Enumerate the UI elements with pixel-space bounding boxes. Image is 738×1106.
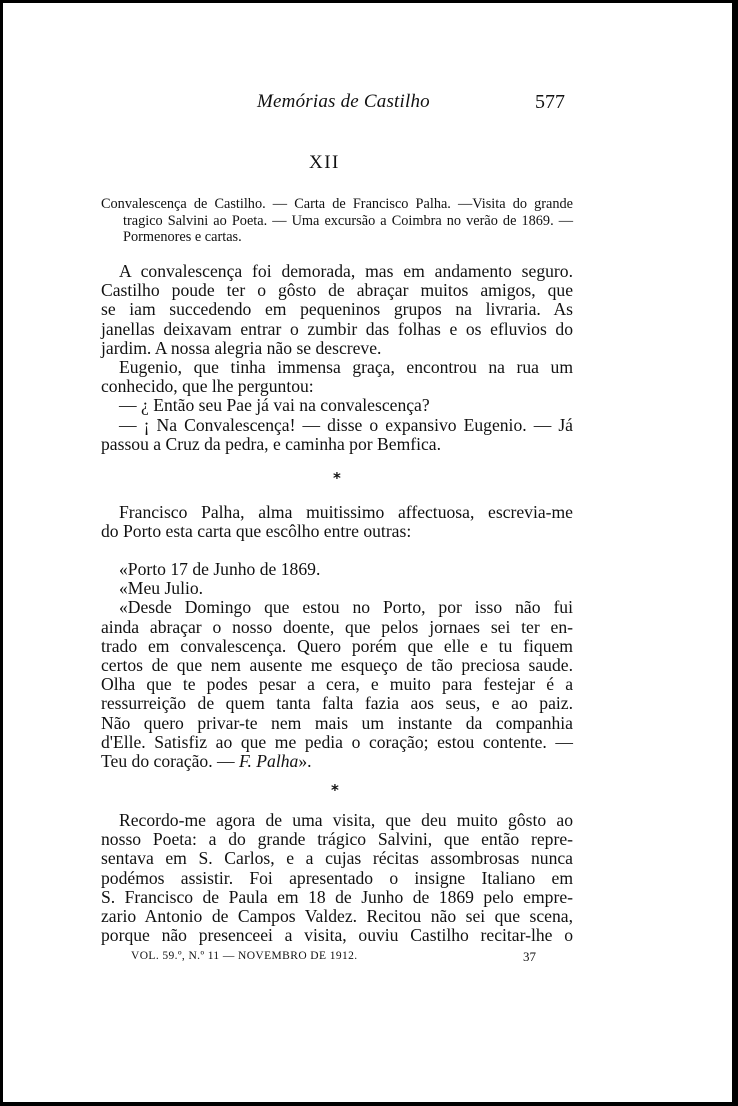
letter-salutation: «Meu Julio.: [119, 578, 204, 599]
section-separator: *: [331, 781, 339, 799]
footer-signature-mark: 37: [523, 949, 536, 964]
text-line: Olha que te podes pesar a cera, e muito para festejar é a: [101, 674, 573, 695]
text-line: d'Elle. Satisfiz ao que me pedia o coração; estou contente. —: [101, 731, 573, 752]
text-line: — ¡ Na Convalescença! — disse o expansivo Eugenio. — Já: [119, 414, 573, 435]
chapter-summary: Convalescença de Castilho. — Carta de Francisco Palha. —Visita do grande tragico Salvini ao Poeta. — Uma excursão a Coimbra no verão de 1869. — Pormenores e cartas.: [101, 196, 573, 245]
section-convalescence: [101, 262, 573, 454]
page-number: 577: [535, 91, 565, 113]
letter-closing-quote: ».: [298, 751, 312, 772]
text-line: Recordo-me agora de uma visita, que deu muito gôsto ao: [119, 810, 573, 830]
footer-volume-info: VOL. 59.º, N.º 11 — NOVEMBRO DE 1912.: [131, 950, 358, 962]
text-line: passou a Cruz da pedra, e caminha por Bemfica.: [101, 433, 442, 454]
letter-signature: F. Palha: [239, 751, 299, 772]
letter-place-date: «Porto 17 de Junho de 1869.: [119, 559, 321, 579]
text-line: podémos assistir. Foi apresentado o insigne Italiano em: [101, 867, 573, 888]
section-separator: *: [333, 469, 341, 487]
text-line: trado em convalescença. Quero porém que elle e tu fiquem: [101, 635, 573, 656]
letter-closing-line: [101, 752, 573, 771]
text-line: janellas deixavam entrar o zumbir das folhas e os efluvios do: [101, 318, 573, 339]
text-line: Eugenio, que tinha immensa graça, encontrou na rua um: [119, 357, 573, 378]
text-line: ressurreição de quem tanta falta fazia aos seus, e ao paiz.: [101, 693, 573, 714]
text-line: sentava em S. Carlos, e a cujas récitas assombrosas nunca: [101, 848, 573, 869]
text-line: Castilho poude ter o gôsto de abraçar muitos amigos, que: [101, 280, 573, 301]
section-letter-intro: [101, 503, 573, 541]
text-line: A convalescença foi demorada, mas em andamento seguro.: [119, 261, 573, 281]
text-line: «Desde Domingo que estou no Porto, por isso não fui: [119, 597, 573, 618]
text-line: ainda abraçar o nosso doente, que pelos jornaes sei ter en-: [101, 616, 573, 637]
section-salvini: [101, 811, 573, 945]
text-line: do Porto esta carta que escôlho entre outras:: [101, 521, 412, 542]
text-line: conhecido, que lhe perguntou:: [101, 376, 314, 397]
running-title: Memórias de Castilho: [257, 91, 430, 112]
text-line: zario Antonio de Campos Valdez. Recitou não sei que scena,: [101, 906, 573, 927]
chapter-number: XII: [309, 152, 340, 173]
text-line: — ¿ Então seu Pae já vai na convalescença?: [119, 395, 430, 416]
text-line: Francisco Palha, alma muitissimo affectuosa, escrevia-me: [119, 502, 573, 522]
text-line: certos de que nem ausente me esqueço de tão preciosa saude.: [101, 655, 573, 676]
book-page: [3, 3, 732, 1102]
letter: [101, 560, 573, 771]
text-line: S. Francisco de Paula em 18 de Junho de 1869 pelo empre-: [101, 886, 573, 907]
text-line: jardim. A nossa alegria não se descreve.: [101, 337, 382, 358]
text-line: se iam succedendo em pequeninos grupos na livraria. As: [101, 299, 573, 320]
text-line: Não quero privar-te nem mais um instante da companhia: [101, 712, 573, 733]
letter-closing: Teu do coração. —: [101, 751, 235, 772]
text-line: nosso Poeta: a do grande trágico Salvini, que então repre-: [101, 829, 573, 850]
text-line: porque não presenceei a visita, ouviu Castilho recitar-lhe o: [101, 925, 573, 946]
